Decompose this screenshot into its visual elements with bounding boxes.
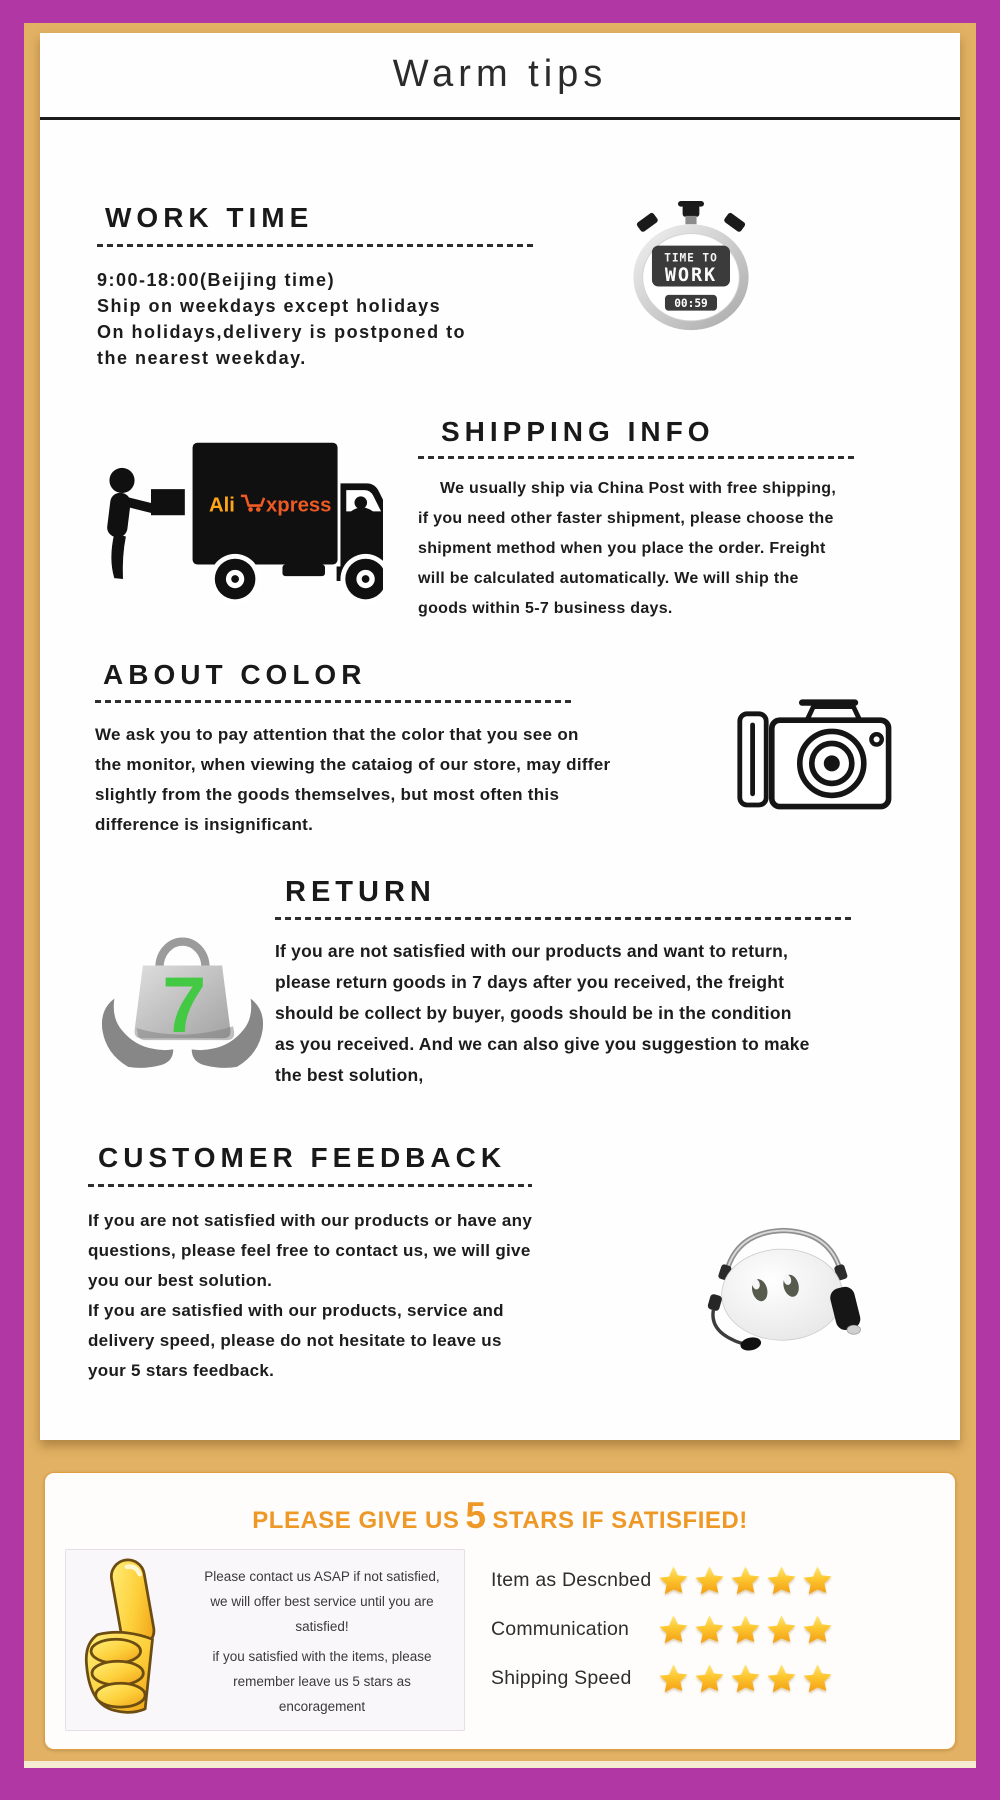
five-stars-panel <box>44 1472 956 1750</box>
hands-holding-bag-icon-svg <box>95 925 270 1071</box>
shipping-info-body <box>418 474 858 624</box>
section-customer-feedback <box>88 1141 532 1386</box>
text-line: satisfied! <box>295 1619 349 1634</box>
delivery-truck-icon <box>93 435 383 629</box>
text-line: shipment method when you place the order. Freight <box>418 540 826 557</box>
section-shipping-info <box>418 415 858 624</box>
work-time-body <box>97 267 534 371</box>
star-icon <box>801 1565 834 1596</box>
star-rating <box>657 1565 834 1596</box>
seven-days-label: 7 <box>162 959 207 1049</box>
text-line: delivery speed, please do not hesitate to leave us <box>88 1331 502 1350</box>
section-work-time <box>97 201 534 371</box>
stopwatch-icon <box>612 201 770 341</box>
rating-row <box>491 1608 935 1650</box>
section-about-color <box>95 658 610 840</box>
rating-row <box>491 1559 935 1601</box>
ratings-list <box>491 1549 935 1731</box>
text-line: remember leave us 5 stars as <box>233 1674 411 1689</box>
text-line: We usually ship via China Post with free shipping, <box>440 480 837 497</box>
camera-icon <box>735 693 895 824</box>
stopwatch-text-top: TIME TO <box>664 251 718 265</box>
star-icon <box>801 1614 834 1645</box>
star-icon <box>765 1565 798 1596</box>
about-color-body <box>95 720 610 840</box>
headset-icon <box>700 1223 868 1356</box>
text-line: encoragement <box>278 1699 366 1714</box>
customer-feedback-body <box>88 1206 532 1386</box>
dashed-divider <box>95 700 575 703</box>
text-line: the monitor, when viewing the cataiog of our store, may differ <box>95 755 611 774</box>
text-line: the best solution, <box>275 1065 424 1085</box>
title-divider <box>40 117 960 120</box>
footer-content-row <box>65 1549 935 1731</box>
dashed-divider <box>97 244 534 247</box>
rating-row <box>491 1657 935 1699</box>
title-number-5: 5 <box>465 1495 487 1536</box>
logo-ali: Ali <box>209 494 235 517</box>
camera-icon-svg <box>735 693 895 819</box>
section-return <box>275 875 855 1091</box>
page-title: Warm tips <box>392 53 608 95</box>
gold-frame-bottom-strip <box>24 1761 976 1768</box>
logo-xpress: xpress <box>266 494 332 517</box>
title-suffix: STARS IF SATISFIED! <box>492 1507 748 1534</box>
text-line: the nearest weekday. <box>97 348 307 368</box>
rating-label: Item as Descnbed <box>491 1568 652 1591</box>
text-line: difference is insignificant. <box>95 815 314 834</box>
text-line: 9:00-18:00(Beijing time) <box>97 270 336 290</box>
text-line: If you are not satisfied with our products and want to return, <box>275 941 789 961</box>
text-line: as you received. And we can also give you suggestion to make <box>275 1034 810 1054</box>
text-line: On holidays,delivery is postponed to <box>97 322 467 342</box>
star-icon <box>657 1614 690 1645</box>
text-line: will be calculated automatically. We will ship the <box>418 570 799 587</box>
star-icon <box>693 1663 726 1694</box>
text-line: Ship on weekdays except holidays <box>97 296 442 316</box>
rating-label: Communication <box>491 1617 630 1640</box>
star-icon <box>657 1663 690 1694</box>
return-body <box>275 936 855 1091</box>
rating-label: Shipping Speed <box>491 1666 632 1689</box>
about-color-heading: ABOUT COLOR <box>103 659 367 690</box>
star-icon <box>765 1663 798 1694</box>
star-icon <box>693 1614 726 1645</box>
aliexpress-logo <box>209 494 331 516</box>
star-icon <box>801 1663 834 1694</box>
text-line: Please contact us ASAP if not satisfied, <box>204 1569 440 1584</box>
star-icon <box>693 1565 726 1596</box>
delivery-truck-icon-svg <box>93 435 383 624</box>
return-heading: RETURN <box>285 876 436 908</box>
headset-icon-svg <box>700 1223 868 1351</box>
text-line: If you are not satisfied with our products or have any <box>88 1211 533 1230</box>
text-line: should be collect by buyer, goods should be in the condition <box>275 1003 792 1023</box>
star-icon <box>729 1614 762 1645</box>
stopwatch-time: 00:59 <box>674 296 708 310</box>
text-line: slightly from the goods themselves, but most often this <box>95 785 560 804</box>
shipping-info-heading: SHIPPING INFO <box>441 416 715 447</box>
thumbs-up-icon <box>70 1554 180 1726</box>
text-line: please return goods in 7 days after you received, the freight <box>275 972 785 992</box>
hands-holding-bag-icon <box>95 925 270 1076</box>
dashed-divider <box>418 456 858 459</box>
text-line: if you satisfied with the items, please <box>212 1649 432 1664</box>
dashed-divider <box>275 917 855 920</box>
thumbs-up-icon-svg <box>70 1554 180 1717</box>
text-line: questions, please feel free to contact us, we will give <box>88 1241 531 1260</box>
contact-note-box <box>65 1549 465 1731</box>
text-line: If you are satisfied with our products, service and <box>88 1301 504 1320</box>
stopwatch-text-main: WORK <box>664 264 718 286</box>
work-time-heading: WORK TIME <box>105 202 314 233</box>
text-line: we will offer best service until you are <box>210 1594 434 1609</box>
star-icon <box>729 1663 762 1694</box>
text-line: your 5 stars feedback. <box>88 1361 275 1380</box>
star-icon <box>657 1565 690 1596</box>
stopwatch-icon-svg <box>612 201 770 336</box>
five-stars-title <box>45 1495 955 1537</box>
customer-feedback-heading: CUSTOMER FEEDBACK <box>98 1142 507 1173</box>
text-line: if you need other faster shipment, please choose the <box>418 510 834 527</box>
text-line: We ask you to pay attention that the color that you see on <box>95 725 579 744</box>
contact-note-text <box>180 1550 464 1719</box>
text-line: goods within 5-7 business days. <box>418 600 673 617</box>
star-icon <box>729 1565 762 1596</box>
text-line: you our best solution. <box>88 1271 273 1290</box>
title-prefix: PLEASE GIVE US <box>252 1507 460 1534</box>
dashed-divider <box>88 1184 532 1187</box>
gold-frame <box>24 23 976 1768</box>
main-panel <box>40 33 960 1440</box>
star-icon <box>765 1614 798 1645</box>
star-rating <box>657 1614 834 1645</box>
star-rating <box>657 1663 834 1694</box>
